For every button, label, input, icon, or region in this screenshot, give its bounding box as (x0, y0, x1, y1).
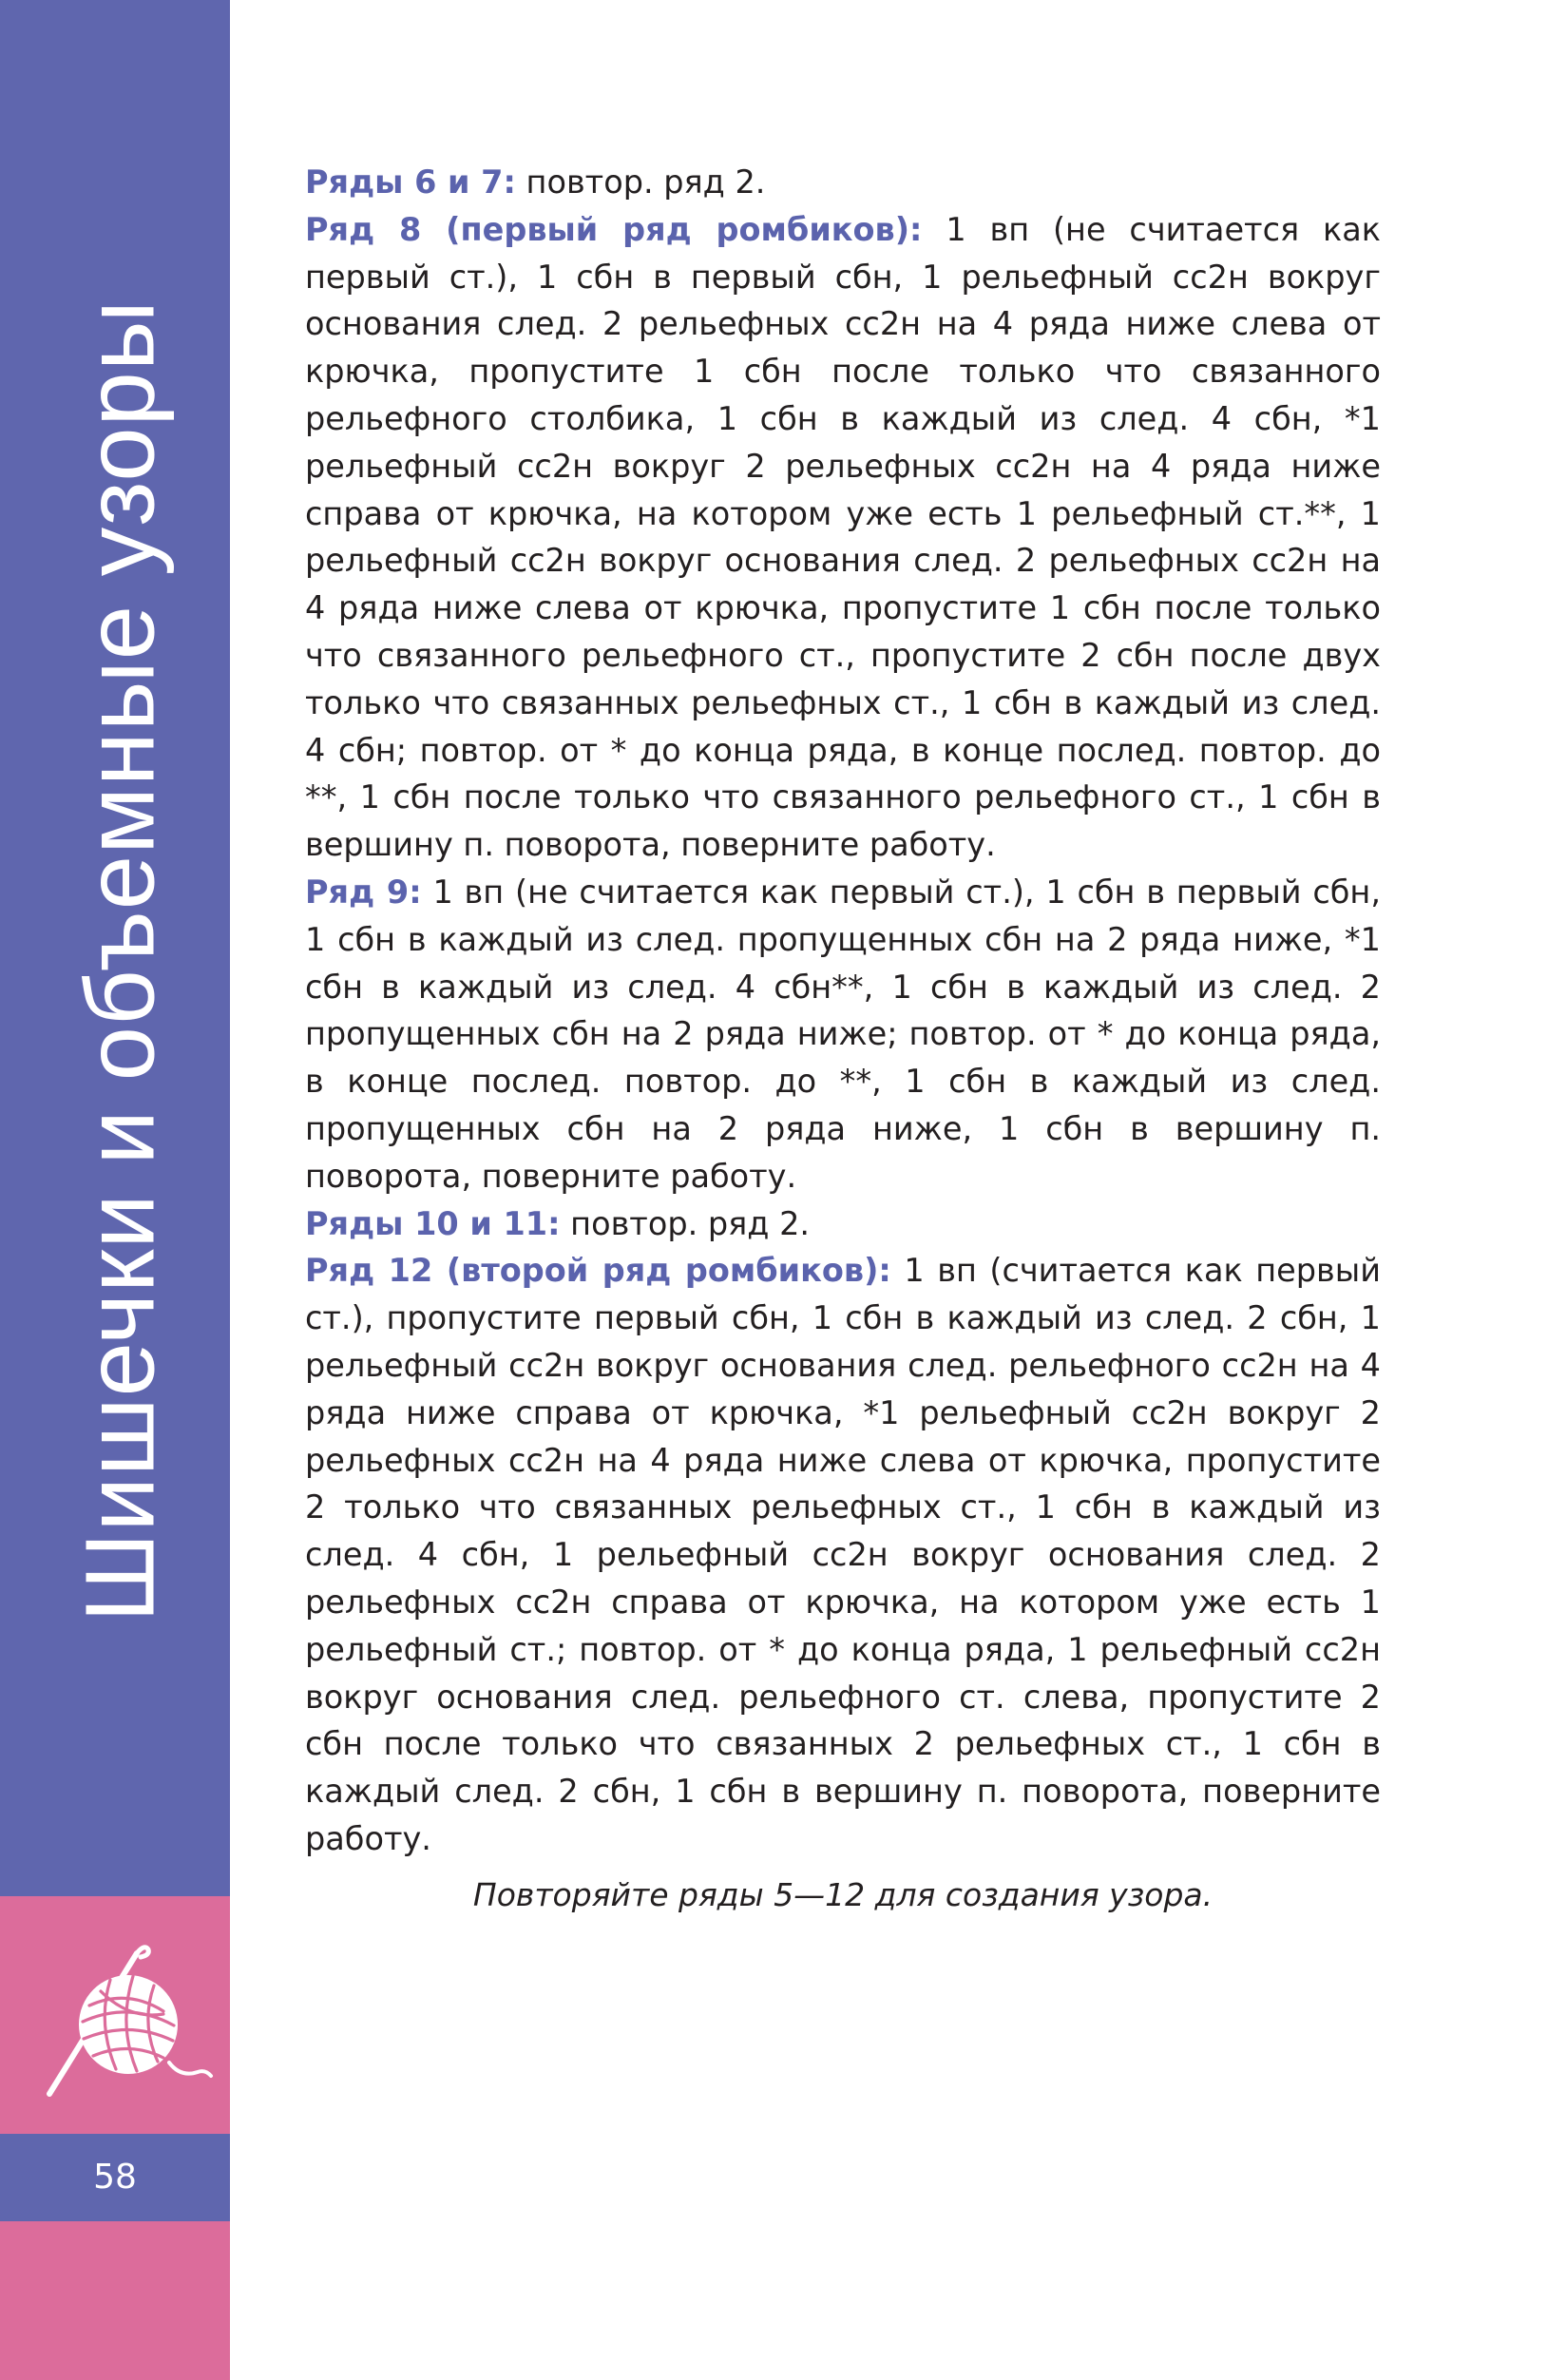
section-title: Шишечки и объемные узоры (65, 299, 175, 1622)
row-label: Ряды 10 и 11: (305, 1204, 561, 1242)
yarn-ball-crochet-hook-icon (38, 1934, 219, 2115)
sidebar (0, 0, 230, 2380)
paragraph-row-8 (305, 206, 1381, 869)
row-text: 1 вп (считается как первый ст.), пропустите первый сбн, 1 сбн в каждый из след. 2 сбн, 1 рельефный сс2н вокруг основания след. рельефного сс2н на 4 ряда ниже справа от крючка, *1 рельефный сс2н вокруг 2 рельефных сс2н на 4 ряда ниже слева от крючка, пропустите 2 только что связанных рельефных ст., 1 сбн в каждый из след. 4 сбн, 1 рельефный сс2н вокруг основания след. 2 рельефных сс2н справа от крючка, на котором уже есть 1 рельефный ст.; повтор. от * до конца ряда, 1 рельефный сс2н вокруг основания след. рельефного ст. слева, пропустите 2 сбн после только что связанных 2 рельефных ст., 1 сбн в каждый след. 2 сбн, 1 сбн в вершину п. поворота, поверните работу. (305, 1252, 1381, 1857)
paragraph-row-12 (305, 1247, 1381, 1862)
row-label: Ряды 6 и 7: (305, 163, 516, 201)
row-text: повтор. ряд 2. (515, 163, 766, 201)
instruction-text (305, 159, 1381, 1863)
sidebar-pink-bottom (0, 2221, 230, 2380)
repeat-note: Повторяйте ряды 5—12 для создания узора. (472, 1876, 1214, 1913)
row-label: Ряд 8 (первый ряд ромбиков): (305, 210, 923, 248)
paragraph-rows-6-7 (305, 159, 1381, 206)
page-number: 58 (93, 2158, 137, 2197)
row-text: 1 вп (не считается как первый ст.), 1 сбн в первый сбн, 1 сбн в каждый из след. пропущенных сбн на 2 ряда ниже, *1 сбн в каждый из след. 4 сбн**, 1 сбн в каждый из след. 2 пропущенных сбн на 2 ряда ниже; повтор. от * до конца ряда, в конце послед. повтор. до **, 1 сбн в каждый из след. пропущенных сбн на 2 ряда ниже, 1 сбн в вершину п. поворота, поверните работу. (305, 873, 1381, 1195)
paragraph-rows-10-11 (305, 1200, 1381, 1248)
row-text: повтор. ряд 2. (560, 1204, 811, 1242)
paragraph-row-9 (305, 869, 1381, 1200)
row-label: Ряд 9: (305, 873, 422, 911)
row-label: Ряд 12 (второй ряд ромбиков): (305, 1252, 891, 1290)
row-text: 1 вп (не считается как первый ст.), 1 сбн в первый сбн, 1 рельефный сс2н вокруг основания след. 2 рельефных сс2н на 4 ряда ниже слева от крючка, пропустите 1 сбн после только что связанного рельефного столбика, 1 сбн в каждый из след. 4 сбн, *1 рельефный сс2н вокруг 2 рельефных сс2н на 4 ряда ниже справа от крючка, на котором уже есть 1 рельефный ст.**, 1 рельефный сс2н вокруг основания след. 2 рельефных сс2н на 4 ряда ниже слева от крючка, пропустите 1 сбн после только что связанного рельефного ст., пропустите 2 сбн после двух только что связанных рельефных ст., 1 сбн в каждый из след. 4 сбн; повтор. от * до конца ряда, в конце послед. повтор. до **, 1 сбн после только что связанного рельефного ст., 1 сбн в вершину п. поворота, поверните работу. (305, 210, 1381, 864)
